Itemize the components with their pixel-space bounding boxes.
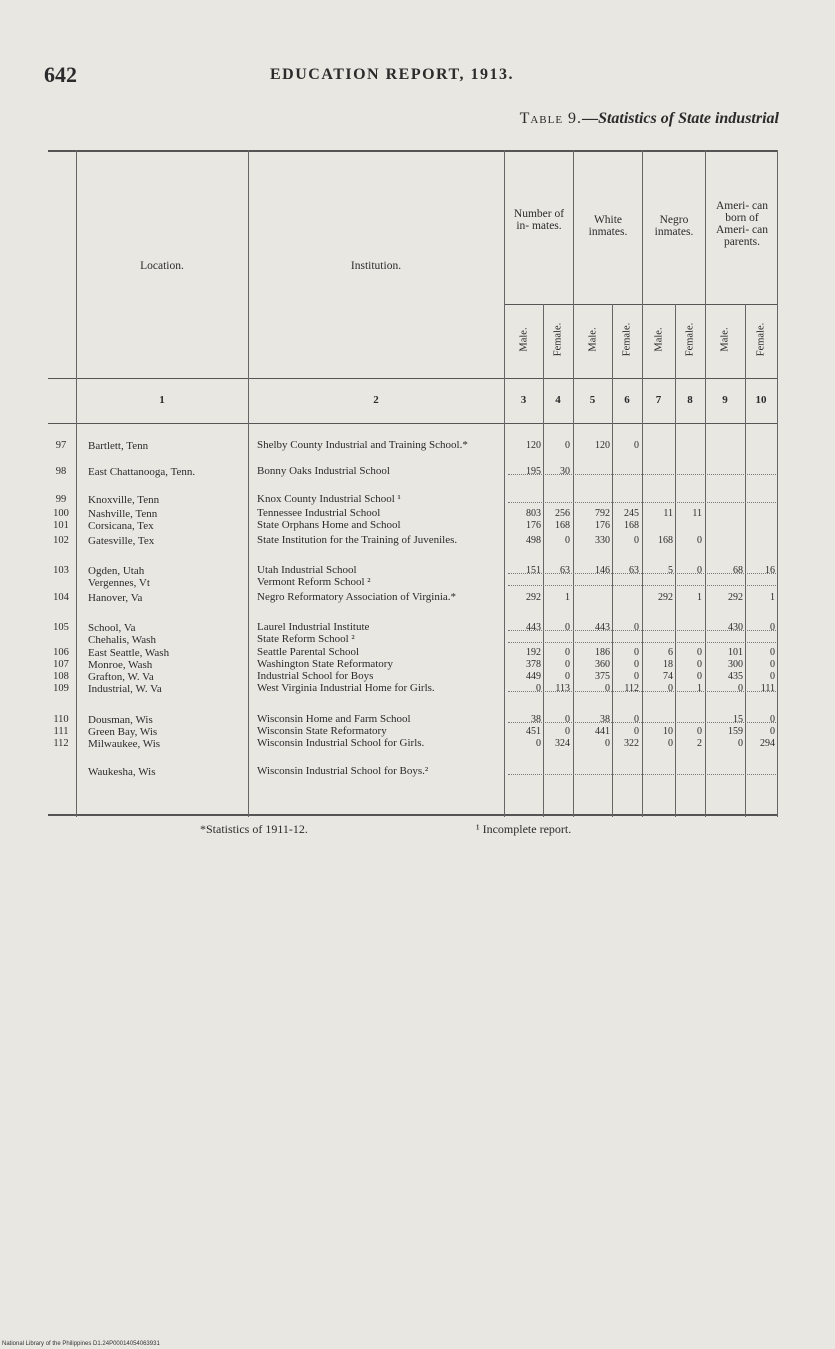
subheader-male: Male. xyxy=(653,327,665,352)
row-location: Corsicana, Tex xyxy=(88,520,154,532)
row-value: 0 xyxy=(634,659,639,670)
row-value: 63 xyxy=(629,565,639,576)
row-value: 256 xyxy=(555,508,570,519)
row-value: 186 xyxy=(595,647,610,658)
row-value: 5 xyxy=(668,565,673,576)
row-location: Knoxville, Tenn xyxy=(88,494,160,506)
row-location: Gatesville, Tex xyxy=(88,535,155,547)
row-location: Green Bay, Wis xyxy=(88,726,158,738)
row-location: Ogden, Utah xyxy=(88,565,145,577)
page-number: 642 xyxy=(44,62,77,87)
table-label: Table 9. xyxy=(519,110,583,127)
column-number: 6 xyxy=(624,394,630,406)
row-value: 11 xyxy=(692,508,702,519)
subheader-male: Male. xyxy=(587,327,599,352)
column-number: 3 xyxy=(520,394,527,406)
row-value: 10 xyxy=(663,726,673,737)
row-value: 195 xyxy=(526,466,541,477)
row-institution: Seattle Parental School xyxy=(257,646,360,658)
row-value: 68 xyxy=(733,565,743,576)
row-value: 0 xyxy=(536,738,541,749)
row-number: 107 xyxy=(53,659,69,670)
row-location: School, Va xyxy=(88,622,136,634)
row-location: Industrial, W. Va xyxy=(88,683,162,695)
column-divider xyxy=(573,150,574,817)
row-number: 110 xyxy=(53,714,69,725)
row-value: 443 xyxy=(526,622,541,633)
row-location: Monroe, Wash xyxy=(88,659,153,671)
column-divider xyxy=(76,150,77,817)
empty-cell-leader xyxy=(508,630,776,632)
row-value: 0 xyxy=(565,726,570,737)
row-value: 0 xyxy=(605,683,610,694)
row-value: 0 xyxy=(565,535,570,546)
row-value: 0 xyxy=(634,726,639,737)
row-value: 0 xyxy=(697,659,702,670)
row-value: 0 xyxy=(634,671,639,682)
row-value: 300 xyxy=(728,659,743,670)
column-number: 1 xyxy=(159,394,165,406)
row-value: 1 xyxy=(697,592,702,603)
empty-cell-leader xyxy=(508,642,776,644)
row-value: 74 xyxy=(663,671,673,682)
empty-cell-leader xyxy=(508,474,776,476)
column-divider xyxy=(777,150,778,817)
row-location: Dousman, Wis xyxy=(88,714,153,726)
empty-cell-leader xyxy=(508,502,776,504)
column-divider xyxy=(705,150,706,817)
row-value: 18 xyxy=(663,659,673,670)
row-value: 0 xyxy=(770,671,775,682)
row-value: 0 xyxy=(770,659,775,670)
column-number: 7 xyxy=(655,394,662,406)
column-number: 8 xyxy=(687,394,693,406)
row-value: 0 xyxy=(668,738,673,749)
row-institution: Knox County Industrial School ¹ xyxy=(257,493,401,505)
row-value: 0 xyxy=(565,714,570,725)
row-value: 1 xyxy=(697,683,702,694)
row-value: 111 xyxy=(760,683,775,694)
row-value: 0 xyxy=(697,647,702,658)
group-header-rule xyxy=(504,304,778,305)
row-number: 112 xyxy=(53,738,69,749)
column-number: 9 xyxy=(722,394,728,406)
row-value: 146 xyxy=(595,565,610,576)
table-title xyxy=(520,110,779,128)
row-institution: Wisconsin Industrial School for Boys.² xyxy=(257,765,429,777)
subheader-female: Female. xyxy=(621,322,633,357)
subheader-female: Female. xyxy=(755,322,767,357)
row-number: 111 xyxy=(53,726,69,737)
row-value: 11 xyxy=(663,508,673,519)
row-value: 435 xyxy=(728,671,743,682)
row-value: 378 xyxy=(526,659,541,670)
row-value: 449 xyxy=(526,671,541,682)
row-value: 245 xyxy=(624,508,639,519)
row-value: 441 xyxy=(595,726,610,737)
row-institution: Bonny Oaks Industrial School xyxy=(257,465,390,477)
empty-cell-leader xyxy=(508,585,776,587)
row-value: 0 xyxy=(770,647,775,658)
row-number: 106 xyxy=(53,647,69,658)
row-institution: State Reform School ² xyxy=(257,633,355,645)
running-head: EDUCATION REPORT, 1913. xyxy=(270,66,515,83)
subheader-male: Male. xyxy=(719,327,731,352)
row-value: 120 xyxy=(595,440,610,451)
row-value: 0 xyxy=(770,714,775,725)
row-value: 322 xyxy=(624,738,639,749)
row-institution: Wisconsin Industrial School for Girls. xyxy=(257,737,425,749)
row-value: 16 xyxy=(765,565,775,576)
row-value: 159 xyxy=(728,726,743,737)
row-number: 105 xyxy=(53,622,69,633)
row-value: 0 xyxy=(697,726,702,737)
column-divider xyxy=(248,150,249,817)
row-value: 792 xyxy=(595,508,610,519)
table-description: —Statistics of State industrial xyxy=(582,110,779,127)
row-location: East Chattanooga, Tenn. xyxy=(88,466,196,478)
header-white: White inmates. xyxy=(588,214,628,238)
row-value: 430 xyxy=(728,622,743,633)
row-value: 0 xyxy=(634,535,639,546)
footnote-star: *Statistics of 1911-12. xyxy=(200,822,308,836)
row-value: 176 xyxy=(526,520,541,531)
column-number: 2 xyxy=(373,394,379,406)
row-value: 63 xyxy=(560,565,570,576)
row-value: 112 xyxy=(624,683,639,694)
column-number: 10 xyxy=(755,394,767,406)
row-value: 0 xyxy=(565,671,570,682)
subheader-male: Male. xyxy=(518,327,530,352)
row-value: 2 xyxy=(697,738,702,749)
row-value: 0 xyxy=(565,440,570,451)
row-institution: Wisconsin State Reformatory xyxy=(257,725,387,737)
row-location: East Seattle, Wash xyxy=(88,647,170,659)
row-institution: State Institution for the Training of Juveniles. xyxy=(257,534,458,546)
row-value: 292 xyxy=(658,592,673,603)
header-american: Ameri- can born of Ameri- can parents. xyxy=(715,200,769,248)
row-value: 803 xyxy=(526,508,541,519)
row-value: 30 xyxy=(560,466,570,477)
row-value: 168 xyxy=(555,520,570,531)
header-inmates: Number of in- mates. xyxy=(513,208,565,232)
empty-cell-leader xyxy=(508,573,776,575)
row-value: 0 xyxy=(697,671,702,682)
row-value: 443 xyxy=(595,622,610,633)
table-top-rule xyxy=(48,150,778,152)
library-credit: National Library of the Philippines D1.24P00014054063931 xyxy=(2,1341,160,1347)
row-value: 168 xyxy=(624,520,639,531)
row-value: 15 xyxy=(733,714,743,725)
row-value: 38 xyxy=(531,714,541,725)
row-number: 100 xyxy=(53,508,69,519)
row-location: Chehalis, Wash xyxy=(88,634,156,646)
row-value: 0 xyxy=(565,647,570,658)
row-number: 101 xyxy=(53,520,69,531)
row-value: 113 xyxy=(555,683,570,694)
row-institution: Wisconsin Home and Farm School xyxy=(257,713,411,725)
row-value: 330 xyxy=(595,535,610,546)
row-institution: Shelby County Industrial and Training School.* xyxy=(257,439,468,451)
row-value: 176 xyxy=(595,520,610,531)
row-location: Bartlett, Tenn xyxy=(88,440,149,452)
row-value: 498 xyxy=(526,535,541,546)
row-number: 108 xyxy=(53,671,69,682)
column-number: 4 xyxy=(555,394,561,406)
row-location: Nashville, Tenn xyxy=(88,508,158,520)
header-institution: Institution. xyxy=(350,260,402,272)
row-location: Hanover, Va xyxy=(88,592,143,604)
row-value: 0 xyxy=(634,622,639,633)
row-value: 0 xyxy=(634,647,639,658)
row-value: 0 xyxy=(770,622,775,633)
row-value: 0 xyxy=(738,738,743,749)
column-divider xyxy=(642,150,643,817)
row-value: 168 xyxy=(658,535,673,546)
row-number: 103 xyxy=(53,565,69,576)
row-value: 120 xyxy=(526,440,541,451)
row-value: 0 xyxy=(697,565,702,576)
row-number: 99 xyxy=(55,494,67,505)
row-number: 104 xyxy=(53,592,69,603)
row-institution: Negro Reformatory Association of Virginia.* xyxy=(257,591,457,603)
row-value: 0 xyxy=(565,659,570,670)
row-location: Vergennes, Vt xyxy=(88,577,150,589)
header-bottom-rule xyxy=(48,378,778,379)
row-number: 109 xyxy=(53,683,69,694)
row-value: 294 xyxy=(760,738,775,749)
row-value: 360 xyxy=(595,659,610,670)
row-institution: Washington State Reformatory xyxy=(257,658,393,670)
row-value: 0 xyxy=(697,535,702,546)
row-number: 102 xyxy=(53,535,69,546)
row-value: 101 xyxy=(728,647,743,658)
empty-cell-leader xyxy=(508,691,776,693)
row-value: 6 xyxy=(668,647,673,658)
row-value: 0 xyxy=(605,738,610,749)
table-bottom-rule xyxy=(48,814,778,816)
row-value: 0 xyxy=(634,440,639,451)
row-location: Grafton, W. Va xyxy=(88,671,154,683)
row-value: 0 xyxy=(634,714,639,725)
row-value: 0 xyxy=(770,726,775,737)
row-institution: Laurel Industrial Institute xyxy=(257,621,370,633)
row-value: 38 xyxy=(600,714,610,725)
row-number: 97 xyxy=(55,440,67,451)
empty-cell-leader xyxy=(508,722,776,724)
statistics-table xyxy=(48,150,778,817)
row-institution: West Virginia Industrial Home for Girls. xyxy=(257,682,435,694)
row-institution: State Orphans Home and School xyxy=(257,519,401,531)
row-value: 0 xyxy=(565,622,570,633)
row-location: Milwaukee, Wis xyxy=(88,738,161,750)
column-number: 5 xyxy=(589,394,596,406)
column-divider xyxy=(504,150,505,817)
row-value: 292 xyxy=(728,592,743,603)
row-value: 192 xyxy=(526,647,541,658)
row-value: 0 xyxy=(668,683,673,694)
row-value: 375 xyxy=(595,671,610,682)
empty-cell-leader xyxy=(508,774,776,776)
row-value: 0 xyxy=(738,683,743,694)
row-value: 151 xyxy=(526,565,541,576)
row-institution: Industrial School for Boys xyxy=(257,670,374,682)
colnum-bottom-rule xyxy=(48,423,778,424)
subheader-female: Female. xyxy=(552,322,564,357)
header-location: Location. xyxy=(140,260,184,272)
row-location: Waukesha, Wis xyxy=(88,766,156,778)
row-institution: Vermont Reform School ² xyxy=(257,576,371,588)
footnote-incomplete: ¹ Incomplete report. xyxy=(476,822,572,836)
row-value: 324 xyxy=(555,738,570,749)
row-value: 1 xyxy=(770,592,775,603)
subheader-female: Female. xyxy=(684,322,696,357)
row-value: 1 xyxy=(565,592,570,603)
row-value: 0 xyxy=(536,683,541,694)
row-institution: Utah Industrial School xyxy=(257,564,357,576)
row-institution: Tennessee Industrial School xyxy=(257,507,381,519)
row-value: 292 xyxy=(526,592,541,603)
row-number: 98 xyxy=(55,466,67,477)
header-negro: Negro inmates. xyxy=(654,214,694,238)
row-value: 451 xyxy=(526,726,541,737)
